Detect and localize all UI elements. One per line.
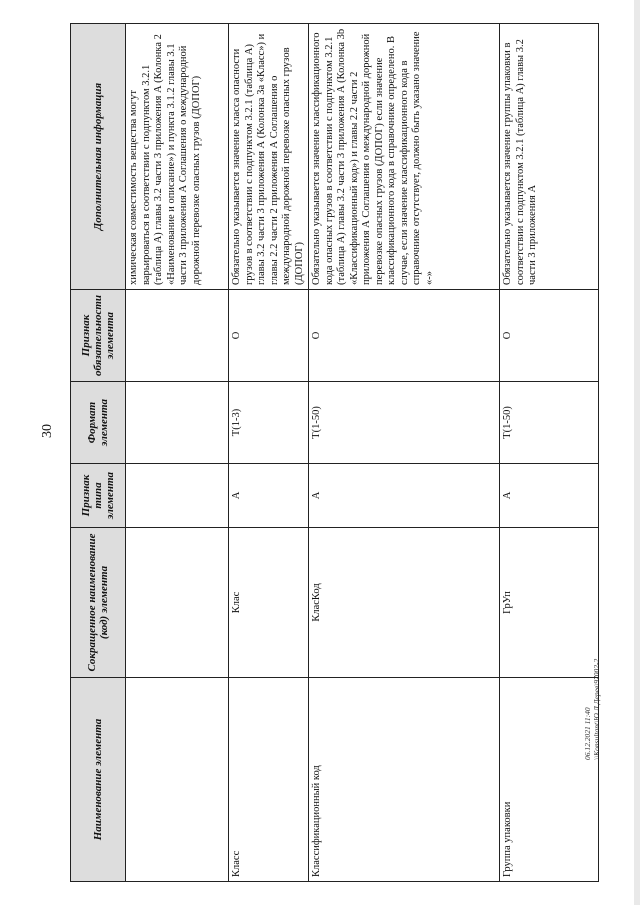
cell-format: Т(1-50)	[309, 382, 500, 464]
header-element-code: Сокращенное наименование (код) элемента	[71, 528, 126, 678]
page-number: 30	[40, 424, 55, 438]
cell-info: Обязательно указывается значение класса опасности грузов в соответствии с подпунктом 3.2.1 (таблица А) главы 3.2 части 3 приложения А (Колонка 3а «Класс») и главы 2.2 части 2 приложения А Соглашения о международной дорожной перевозке опасных грузов (ДОПОГ)	[229, 24, 309, 290]
footer-timestamp: 06.12.2021 11:40	[583, 707, 592, 760]
cell-type	[126, 464, 229, 528]
cell-type: А	[500, 464, 599, 528]
header-element-type: Признак типа элемента	[71, 464, 126, 528]
cell-info: химическая совместимость вещества могут варьироваться в соответствии с подпунктом 3.2.1 (таблица А) главы 3.2 части 3 приложения А (Колонка 2 «Наименование и описание») и пункта 3.1.2 главы 3.1 части 3 приложения А Соглашения о международной дорожной перевозке опасных грузов (ДОПОГ)	[126, 24, 229, 290]
cell-format: Т(1-50)	[500, 382, 599, 464]
cell-info: Обязательно указывается значение группы упаковки в соответствии с подпунктом 3.2.1 (таблица А) главы 3.2 части 3 приложения А	[500, 24, 599, 290]
cell-code: КласКод	[309, 528, 500, 678]
table-row	[126, 24, 229, 882]
cell-format: Т(1-3)	[229, 382, 309, 464]
cell-required: О	[309, 290, 500, 382]
header-element-name: Наименование элемента	[71, 678, 126, 882]
header-additional-info: Дополнительная информация	[71, 24, 126, 290]
cell-required	[126, 290, 229, 382]
cell-required: О	[229, 290, 309, 382]
table-row	[500, 24, 599, 882]
cell-code: ГрУп	[500, 528, 599, 678]
cell-name: Группа упаковки	[500, 678, 599, 882]
header-element-required: Признак обязательности элемента	[71, 290, 126, 382]
cell-code	[126, 528, 229, 678]
cell-info: Обязательно указывается значение классификационного кода опасных грузов в соответствии с подпунктом 3.2.1 (таблица А) главы 3.2 части 3 приложения А (Колонка 3b «Классификационный код») и главы 2.2 части 2 приложения А Соглашения о международной дорожной перевозке опасных грузов (ДОПОГ) если значение классификационного кода в справочнике определено. В случае, если значение классификационного кода в справочнике отсутствует, должно быть указано значение «-»	[309, 24, 500, 290]
cell-code: Клас	[229, 528, 309, 678]
rotated-table-container	[70, 24, 586, 882]
header-element-format: Формат элемента	[71, 382, 126, 464]
footer-path: \\Konsultant\Ю.Л.Дерев\97002-2	[592, 658, 601, 760]
cell-name	[126, 678, 229, 882]
cell-name: Классификационный код	[309, 678, 500, 882]
scan-edge-shadow	[634, 0, 640, 905]
cell-name: Класс	[229, 678, 309, 882]
cell-type: А	[229, 464, 309, 528]
table-header-row	[71, 24, 126, 882]
cell-format	[126, 382, 229, 464]
table-row	[229, 24, 309, 882]
cell-type: А	[309, 464, 500, 528]
table-row	[309, 24, 500, 882]
elements-table	[70, 23, 599, 882]
cell-required: О	[500, 290, 599, 382]
